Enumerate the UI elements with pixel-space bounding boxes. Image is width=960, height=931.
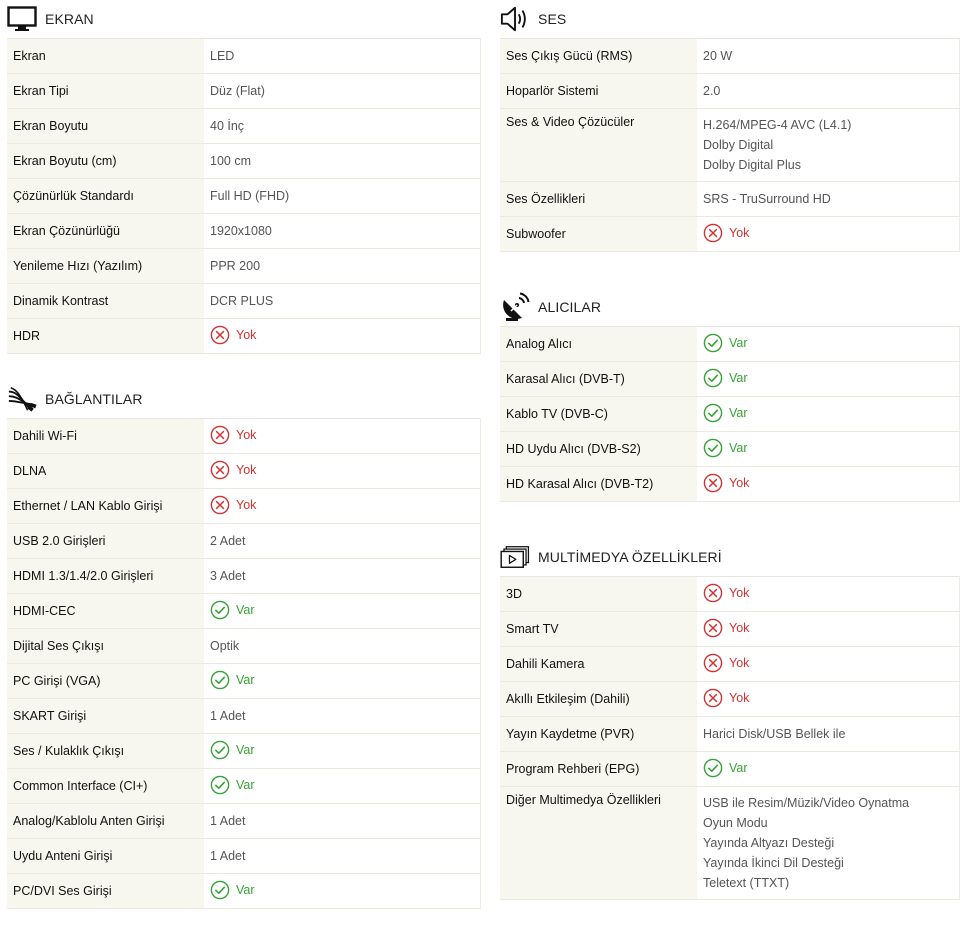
spec-value-status [697,682,960,717]
spec-label: Ses Çıkış Gücü (RMS) [500,39,697,74]
spec-row [500,397,960,432]
spec-row [500,109,960,182]
spec-value-line: Dolby Digital Plus [703,158,801,172]
spec-row [7,524,481,559]
x-circle-icon [210,460,230,480]
status-badge [703,473,749,493]
spec-label: Analog/Kablolu Anten Girişi [7,804,204,839]
spec-label: PC Girişi (VGA) [7,664,204,699]
spec-row [7,214,481,249]
spec-value [204,179,481,214]
spec-value-status [204,769,481,804]
spec-label: Hoparlör Sistemi [500,74,697,109]
status-badge [210,670,255,690]
section-title: ALICILAR [538,299,602,315]
status-badge [703,333,748,353]
status-badge [210,425,256,445]
spec-row [7,804,481,839]
spec-row [7,179,481,214]
spec-value-status [204,664,481,699]
spec-value [204,839,481,874]
spec-table-alicilar [500,326,960,502]
spec-row [7,489,481,524]
spec-table-multimedya [500,576,960,900]
spec-label: Ekran Boyutu (cm) [7,144,204,179]
spec-row [7,419,481,454]
spec-row [7,594,481,629]
spec-value [697,74,960,109]
spec-label: Dahili Wi-Fi [7,419,204,454]
spec-row [7,629,481,664]
spec-value [204,109,481,144]
spec-label: Diğer Multimedya Özellikleri [500,787,697,900]
spec-label: Yayın Kaydetme (PVR) [500,717,697,752]
spec-label: Ekran Boyutu [7,109,204,144]
spec-value [204,249,481,284]
x-circle-icon [210,325,230,345]
spec-table-baglantilar [7,418,481,909]
cables-icon [7,385,37,413]
status-text: Yok [236,497,257,512]
spec-value-line: LED [210,49,235,63]
status-text: Yok [729,585,750,600]
check-circle-icon [703,333,723,353]
media-play-icon [500,543,530,571]
status-badge [210,600,255,620]
section-title: BAĞLANTILAR [45,391,143,407]
status-text: Yok [729,620,750,635]
status-text: Yok [729,655,750,670]
status-text: Yok [729,690,750,705]
status-text: Var [729,760,748,775]
spec-value [204,74,481,109]
status-text: Var [236,602,255,617]
spec-label: Dahili Kamera [500,647,697,682]
check-circle-icon [210,740,230,760]
status-text: Yok [236,327,257,342]
spec-value [204,284,481,319]
spec-value-status [697,432,960,467]
status-badge [210,775,255,795]
spec-label: Smart TV [500,612,697,647]
spec-label: Karasal Alıcı (DVB-T) [500,362,697,397]
spec-value-line: 20 W [703,49,733,63]
section-header-alicilar [500,288,960,326]
spec-value-line: 100 cm [210,154,251,168]
spec-value-line: Yayında Altyazı Desteği [703,836,835,850]
spec-label: Ekran [7,39,204,74]
spec-row [7,144,481,179]
spec-row [500,682,960,717]
check-circle-icon [703,758,723,778]
spec-label: Analog Alıcı [500,327,697,362]
x-circle-icon [210,425,230,445]
spec-row [500,327,960,362]
spec-value-status [697,397,960,432]
status-text: Var [236,777,255,792]
right-column [500,0,960,900]
status-badge [703,403,748,423]
spec-row [500,647,960,682]
status-text: Var [729,370,748,385]
status-text: Yok [236,427,257,442]
spec-value-status [697,467,960,502]
spec-value-status [697,752,960,787]
spec-row [7,109,481,144]
spec-label: Kablo TV (DVB-C) [500,397,697,432]
section-header-baglantilar [7,380,481,418]
status-badge [210,495,256,515]
spec-label: Yenileme Hızı (Yazılım) [7,249,204,284]
spec-row [7,39,481,74]
status-badge [703,438,748,458]
section-header-ses [500,0,960,38]
spec-label: Common Interface (CI+) [7,769,204,804]
spec-value [204,629,481,664]
spec-label: Ses & Video Çözücüler [500,109,697,182]
spec-row [7,249,481,284]
status-badge [703,583,749,603]
spec-row [7,74,481,109]
spec-value-status [697,327,960,362]
monitor-icon [7,5,37,33]
speaker-icon [500,5,530,33]
x-circle-icon [703,473,723,493]
spec-value-line: Full HD (FHD) [210,189,290,203]
spec-value-line: Düz (Flat) [210,84,265,98]
status-text: Var [236,672,255,687]
status-text: Yok [729,475,750,490]
spec-value [697,39,960,74]
x-circle-icon [703,653,723,673]
spec-row [7,454,481,489]
spec-value [697,109,960,182]
spec-label: PC/DVI Ses Girişi [7,874,204,909]
satellite-dish-icon [500,293,530,321]
spec-label: Dijital Ses Çıkışı [7,629,204,664]
check-circle-icon [703,438,723,458]
status-text: Yok [236,462,257,477]
spec-row [500,362,960,397]
spec-value-status [204,594,481,629]
left-column [7,0,481,909]
status-text: Var [729,335,748,350]
spec-value [204,214,481,249]
spec-row [7,284,481,319]
spec-row [7,839,481,874]
spec-value-line: 3 Adet [210,569,246,583]
spec-label: HDMI-CEC [7,594,204,629]
spec-row [7,734,481,769]
section-title: EKRAN [45,11,94,27]
status-badge [703,758,748,778]
spec-value-line: PPR 200 [210,259,261,273]
status-text: Var [236,882,255,897]
spec-label: HDMI 1.3/1.4/2.0 Girişleri [7,559,204,594]
spec-value-line: Oyun Modu [703,816,768,830]
spec-value-line: H.264/MPEG-4 AVC (L4.1) [703,118,852,132]
spec-value-line: Dolby Digital [703,138,774,152]
x-circle-icon [703,688,723,708]
spec-value-line: SRS - TruSurround HD [703,192,831,206]
spec-value-line: DCR PLUS [210,294,274,308]
x-circle-icon [703,223,723,243]
spec-table-ekran [7,38,481,354]
spec-row [500,182,960,217]
check-circle-icon [210,670,230,690]
spec-label: DLNA [7,454,204,489]
spec-row [500,787,960,900]
section-header-multimedya [500,538,960,576]
spec-row [7,559,481,594]
spec-value-status [204,454,481,489]
spec-value-line: 1920x1080 [210,224,272,238]
spec-value-line: Harici Disk/USB Bellek ile [703,727,846,741]
spec-value-status [204,419,481,454]
x-circle-icon [703,583,723,603]
spec-value-line: 40 İnç [210,119,245,133]
status-badge [703,688,749,708]
spec-row [7,319,481,354]
spec-label: Dinamik Kontrast [7,284,204,319]
spec-label: 3D [500,577,697,612]
status-text: Var [236,742,255,757]
spec-value [697,787,960,900]
spec-value-line: Yayında İkinci Dil Desteği [703,856,844,870]
status-badge [210,325,256,345]
check-circle-icon [210,880,230,900]
spec-label: Ses / Kulaklık Çıkışı [7,734,204,769]
status-text: Var [729,405,748,420]
check-circle-icon [210,600,230,620]
spec-label: Ekran Çözünürlüğü [7,214,204,249]
spec-value-line: 1 Adet [210,814,246,828]
spec-value-line: 1 Adet [210,709,246,723]
spec-value-line: USB ile Resim/Müzik/Video Oynatma [703,796,910,810]
status-badge [703,368,748,388]
spec-row [500,717,960,752]
spec-row [7,874,481,909]
status-badge [210,460,256,480]
spec-label: HD Uydu Alıcı (DVB-S2) [500,432,697,467]
spec-row [500,467,960,502]
check-circle-icon [703,368,723,388]
spec-row [500,577,960,612]
section-header-ekran [7,0,481,38]
section-title: SES [538,11,567,27]
status-text: Yok [729,225,750,240]
spec-value [204,804,481,839]
spec-value-status [697,217,960,252]
spec-label: USB 2.0 Girişleri [7,524,204,559]
spec-value [697,717,960,752]
check-circle-icon [210,775,230,795]
spec-value-line: 2 Adet [210,534,246,548]
spec-label: Program Rehberi (EPG) [500,752,697,787]
spec-label: Uydu Anteni Girişi [7,839,204,874]
spec-row [7,699,481,734]
spec-label: Ethernet / LAN Kablo Girişi [7,489,204,524]
spec-value-status [204,734,481,769]
spec-value-status [697,362,960,397]
status-text: Var [729,440,748,455]
spec-label: SKART Girişi [7,699,204,734]
section-title: MULTİMEDYA ÖZELLİKLERİ [538,549,722,565]
x-circle-icon [703,618,723,638]
spec-value-line: Optik [210,639,240,653]
spec-value [204,559,481,594]
spec-table-ses [500,38,960,252]
spec-value-status [697,647,960,682]
status-badge [703,223,749,243]
spec-value [204,144,481,179]
spec-value [697,182,960,217]
spec-label: Ekran Tipi [7,74,204,109]
spec-label: Subwoofer [500,217,697,252]
spec-value-line: 2.0 [703,84,721,98]
spec-row [500,39,960,74]
spec-value [204,699,481,734]
spec-row [500,217,960,252]
spec-value [204,39,481,74]
spec-row [7,769,481,804]
spec-label: HDR [7,319,204,354]
check-circle-icon [703,403,723,423]
spec-value-status [204,319,481,354]
spec-label: Ses Özellikleri [500,182,697,217]
spec-value-line: Teletext (TTXT) [703,876,790,890]
status-badge [210,880,255,900]
spec-row [500,74,960,109]
spec-value-status [204,489,481,524]
x-circle-icon [210,495,230,515]
status-badge [210,740,255,760]
spec-row [500,432,960,467]
spec-label: Akıllı Etkileşim (Dahili) [500,682,697,717]
spec-label: Çözünürlük Standardı [7,179,204,214]
spec-label: HD Karasal Alıcı (DVB-T2) [500,467,697,502]
spec-row [7,664,481,699]
spec-value [204,524,481,559]
spec-row [500,612,960,647]
spec-value-status [697,612,960,647]
spec-value-line: 1 Adet [210,849,246,863]
spec-value-status [697,577,960,612]
spec-row [500,752,960,787]
status-badge [703,618,749,638]
spec-value-status [204,874,481,909]
status-badge [703,653,749,673]
